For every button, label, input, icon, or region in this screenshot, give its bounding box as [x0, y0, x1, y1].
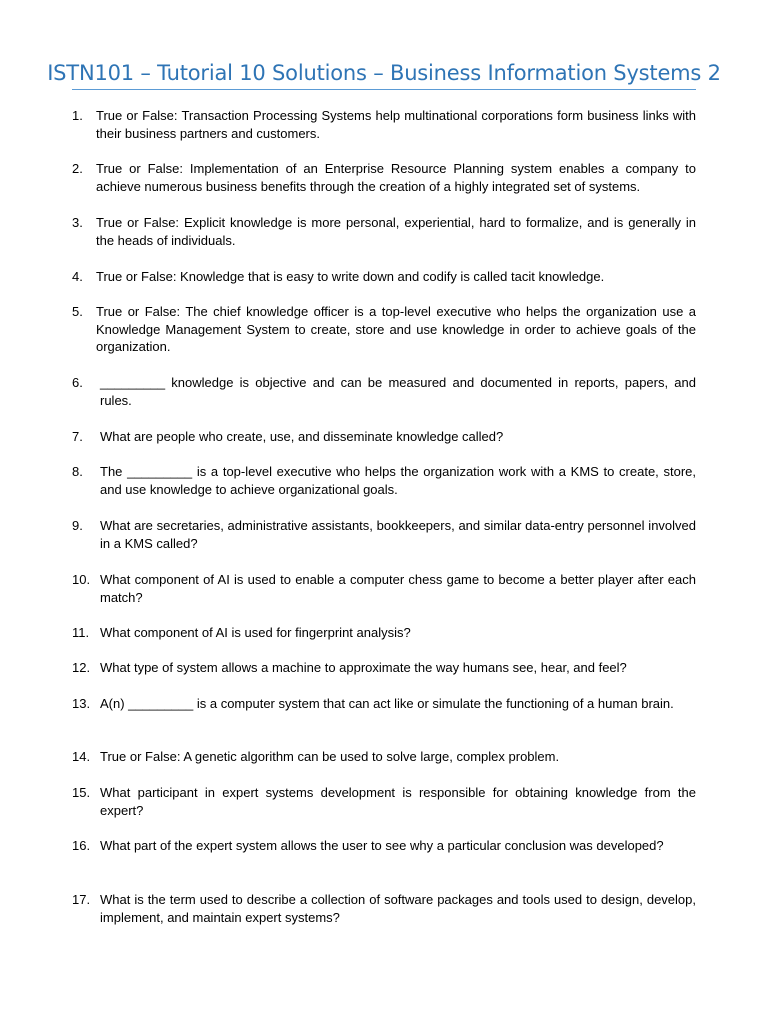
question-text: The _________ is a top-level executive who helps the organization work with a KMS to create, store, and use knowledge to achieve organizational goals.: [100, 464, 696, 497]
question-number: 12.: [72, 660, 91, 675]
question-text: True or False: Implementation of an Enterprise Resource Planning system enables a company to achieve numerous business benefits through the creation of a highly integrated set of systems.: [96, 161, 696, 194]
question-number: 3.: [72, 215, 83, 230]
question-number: 2.: [72, 161, 83, 176]
question-number: 17.: [72, 892, 91, 907]
question-number: 15.: [72, 785, 91, 800]
question-number: 8.: [72, 464, 83, 479]
question-text: True or False: Transaction Processing Systems help multinational corporations form business links with their business partners and customers.: [96, 108, 696, 141]
question-text: What component of AI is used to enable a computer chess game to become a better player after each match?: [100, 572, 696, 605]
question-text: _________ knowledge is objective and can be measured and documented in reports, papers, and rules.: [100, 375, 696, 408]
question-number: 11.: [72, 625, 90, 640]
question-number: 16.: [72, 838, 91, 853]
question-text: What type of system allows a machine to approximate the way humans see, hear, and feel?: [100, 660, 627, 675]
question-number: 10.: [72, 572, 91, 587]
question-text: A(n) _________ is a computer system that can act like or simulate the functioning of a human brain.: [100, 696, 674, 711]
question-text: What are people who create, use, and disseminate knowledge called?: [100, 429, 504, 444]
question-text: What are secretaries, administrative assistants, bookkeepers, and similar data-entry personnel involved in a KMS called?: [100, 518, 696, 551]
question-number: 7.: [72, 429, 83, 444]
question-number: 14.: [72, 749, 91, 764]
title-underline: [72, 89, 696, 90]
question-number: 9.: [72, 518, 83, 533]
question-number: 5.: [72, 304, 83, 319]
question-text: True or False: Explicit knowledge is more personal, experiential, hard to formalize, and is generally in the heads of individuals.: [96, 215, 696, 248]
question-text: True or False: A genetic algorithm can be used to solve large, complex problem.: [100, 749, 560, 764]
page-title: ISTN101 – Tutorial 10 Solutions – Business Information Systems 2: [47, 61, 721, 85]
question-number: 4.: [72, 269, 83, 284]
question-text: True or False: Knowledge that is easy to write down and codify is called tacit knowledge.: [96, 269, 605, 284]
question-text: What participant in expert systems development is responsible for obtaining knowledge from the expert?: [100, 785, 696, 818]
question-number: 1.: [72, 108, 83, 123]
question-number: 13.: [72, 696, 91, 711]
question-text: What component of AI is used for fingerprint analysis?: [100, 625, 411, 640]
question-number: 6.: [72, 375, 83, 390]
question-text: What part of the expert system allows the user to see why a particular conclusion was developed?: [100, 838, 664, 853]
question-text: True or False: The chief knowledge officer is a top-level executive who helps the organization use a Knowledge Management System to create, store and use knowledge in order to achieve goals of the organization.: [96, 304, 696, 355]
question-text: What is the term used to describe a collection of software packages and tools used to design, develop, implement, and maintain expert systems?: [100, 892, 696, 925]
